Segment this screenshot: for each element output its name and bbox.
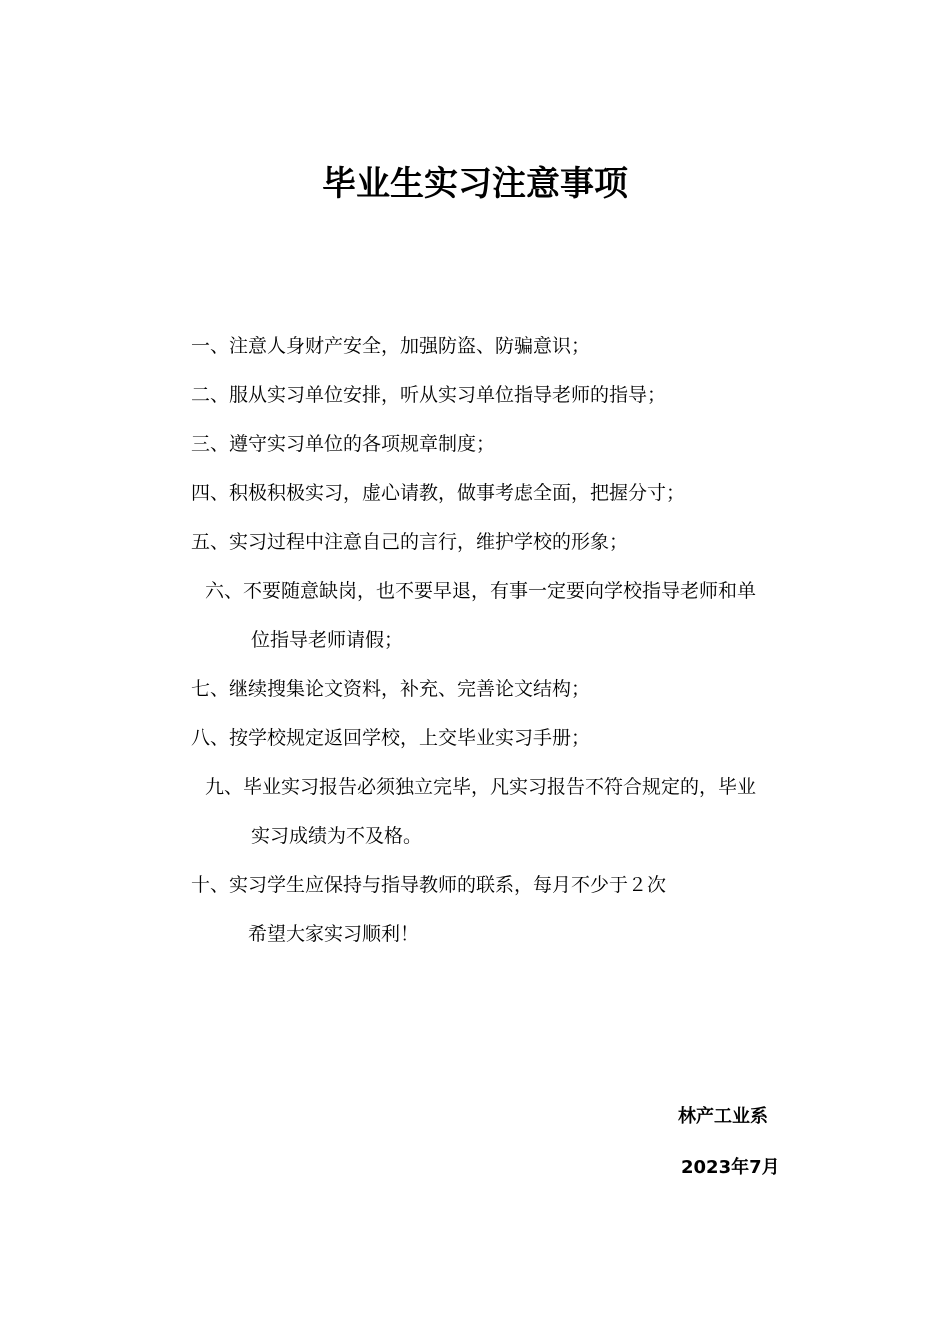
notice-item-4: 四、积极积极实习，虚心请教，做事考虑全面，把握分寸； <box>191 482 686 504</box>
notice-item-3: 三、遵守实习单位的各项规章制度； <box>191 433 496 455</box>
notice-item-5: 五、实习过程中注意自己的言行，维护学校的形象； <box>191 531 629 553</box>
notice-item-10: 十、实习学生应保持与指导教师的联系，每月不少于２次 <box>191 874 667 896</box>
signature-date: 2023年7月 <box>681 1157 780 1178</box>
notice-item-2: 二、服从实习单位安排，听从实习单位指导老师的指导； <box>191 384 667 406</box>
closing-wish: 希望大家实习顺利！ <box>248 923 420 945</box>
notice-list <box>0 322 950 959</box>
notice-item-1: 一、注意人身财产安全，加强防盗、防骗意识； <box>191 335 591 357</box>
notice-item-9-continued: 实习成绩为不及格。 <box>251 825 423 847</box>
notice-item-7: 七、继续搜集论文资料，补充、完善论文结构； <box>191 678 591 700</box>
notice-item-6-continued: 位指导老师请假； <box>251 629 404 651</box>
page-title: 毕业生实习注意事项 <box>322 164 628 204</box>
notice-item-9: 九、毕业实习报告必须独立完毕，凡实习报告不符合规定的，毕业 <box>205 776 757 798</box>
notice-item-8: 八、按学校规定返回学校，上交毕业实习手册； <box>191 727 591 749</box>
signature-department: 林产工业系 <box>678 1106 768 1127</box>
notice-item-6: 六、不要随意缺岗，也不要早退，有事一定要向学校指导老师和单 <box>205 580 757 602</box>
